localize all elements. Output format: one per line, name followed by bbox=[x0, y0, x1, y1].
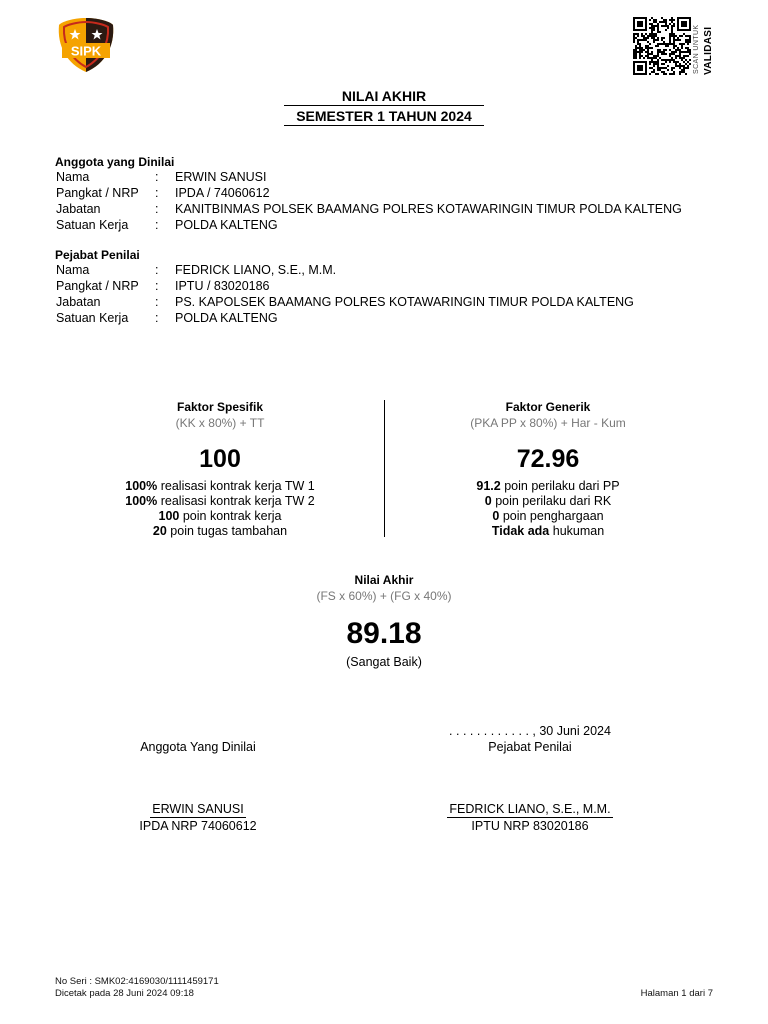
row-value: PS. KAPOLSEK BAAMANG POLRES KOTAWARINGIN TIMUR POLDA KALTENG bbox=[175, 295, 634, 309]
faktor-generik-formula: (PKA PP x 80%) + Har - Kum bbox=[470, 416, 626, 430]
faktor-spesifik-heading: Faktor Spesifik bbox=[176, 400, 264, 414]
row-label: Pangkat / NRP bbox=[56, 186, 139, 200]
faktor-spesifik-formula: (KK x 80%) + TT bbox=[175, 416, 265, 430]
detail-text: poin penghargaan bbox=[499, 509, 604, 523]
title-line2: SEMESTER 1 TAHUN 2024 bbox=[296, 108, 472, 124]
pejabat-heading: Pejabat Penilai bbox=[55, 248, 140, 262]
row-separator: : bbox=[155, 295, 159, 309]
detail-number: 100% bbox=[125, 479, 158, 493]
anggota-row-pangkat bbox=[56, 186, 736, 202]
faktor-spesifik-detail bbox=[100, 524, 340, 539]
left-signer-id: IPDA NRP 74060612 bbox=[139, 819, 257, 833]
row-label: Satuan Kerja bbox=[56, 218, 129, 232]
pejabat-row-pangkat bbox=[56, 279, 736, 295]
detail-text: realisasi kontrak kerja TW 1 bbox=[157, 479, 315, 493]
title-underline-2 bbox=[284, 125, 484, 126]
anggota-heading: Anggota yang Dinilai bbox=[55, 155, 175, 169]
detail-number: 0 bbox=[492, 509, 500, 523]
qr-code[interactable] bbox=[633, 17, 691, 75]
anggota-row-nama bbox=[56, 170, 736, 186]
detail-text: poin perilaku dari PP bbox=[500, 479, 620, 493]
nilai-akhir-heading: Nilai Akhir bbox=[354, 573, 414, 587]
nilai-akhir bbox=[234, 573, 534, 669]
detail-text: poin perilaku dari RK bbox=[491, 494, 612, 508]
detail-number: 100% bbox=[125, 494, 158, 508]
faktor-generik-detail bbox=[428, 524, 668, 539]
vertical-divider bbox=[384, 400, 385, 537]
nilai-akhir-predikat: (Sangat Baik) bbox=[346, 655, 422, 669]
qr-caption-top: SCAN UNTUK bbox=[693, 24, 700, 74]
detail-number: 20 bbox=[152, 524, 167, 538]
serial-number: No Seri : SMK02:4169030/1111459171 bbox=[55, 976, 219, 987]
faktor-generik-detail bbox=[428, 494, 668, 509]
detail-text: poin tugas tambahan bbox=[166, 524, 288, 538]
left-signer-name: ERWIN SANUSI bbox=[152, 802, 244, 816]
right-signer-role: Pejabat Penilai bbox=[488, 740, 572, 754]
faktor-generik-value: 72.96 bbox=[516, 445, 580, 473]
left-signer-name-wrap bbox=[68, 802, 328, 818]
row-value: KANITBINMAS POLSEK BAAMANG POLRES KOTAWARINGIN TIMUR POLDA KALTENG bbox=[175, 202, 682, 216]
row-label: Jabatan bbox=[56, 202, 101, 216]
row-value: IPDA / 74060612 bbox=[175, 186, 270, 200]
row-label: Pangkat / NRP bbox=[56, 279, 139, 293]
row-separator: : bbox=[155, 202, 159, 216]
page-number: Halaman 1 dari 7 bbox=[640, 988, 713, 999]
row-value: POLDA KALTENG bbox=[175, 311, 278, 325]
anggota-row-jabatan bbox=[56, 202, 736, 218]
detail-text: poin kontrak kerja bbox=[179, 509, 282, 523]
detail-text: realisasi kontrak kerja TW 2 bbox=[157, 494, 315, 508]
row-separator: : bbox=[155, 263, 159, 277]
title-underline-1 bbox=[284, 105, 484, 106]
detail-text: hukuman bbox=[549, 524, 605, 538]
qr-caption-bottom: VALIDASI bbox=[703, 26, 714, 75]
faktor-spesifik-detail bbox=[100, 494, 340, 509]
row-label: Satuan Kerja bbox=[56, 311, 129, 325]
row-separator: : bbox=[155, 186, 159, 200]
right-signer-id: IPTU NRP 83020186 bbox=[471, 819, 589, 833]
detail-number: 100 bbox=[158, 509, 180, 523]
right-signer-name: FEDRICK LIANO, S.E., M.M. bbox=[449, 802, 611, 816]
faktor-generik-detail bbox=[428, 479, 668, 494]
left-signer-role: Anggota Yang Dinilai bbox=[140, 740, 256, 754]
row-label: Nama bbox=[56, 170, 90, 184]
pejabat-row-satker bbox=[56, 311, 736, 327]
detail-number: Tidak ada bbox=[491, 524, 550, 538]
row-separator: : bbox=[155, 279, 159, 293]
nilai-akhir-formula: (FS x 60%) + (FG x 40%) bbox=[316, 589, 452, 603]
faktor-generik-detail bbox=[428, 509, 668, 524]
faktor-spesifik bbox=[100, 400, 340, 539]
right-signer-name-wrap bbox=[400, 802, 660, 818]
print-date: Dicetak pada 28 Juni 2024 09:18 bbox=[55, 988, 194, 999]
qr-caption bbox=[692, 18, 716, 76]
row-value: ERWIN SANUSI bbox=[175, 170, 267, 184]
svg-text:SIPK: SIPK bbox=[70, 43, 102, 59]
faktor-spesifik-detail bbox=[100, 509, 340, 524]
row-separator: : bbox=[155, 218, 159, 232]
faktor-generik-heading: Faktor Generik bbox=[505, 400, 591, 414]
row-label: Nama bbox=[56, 263, 90, 277]
row-value: FEDRICK LIANO, S.E., M.M. bbox=[175, 263, 337, 277]
row-value: IPTU / 83020186 bbox=[175, 279, 270, 293]
row-separator: : bbox=[155, 170, 159, 184]
detail-number: 0 bbox=[484, 494, 492, 508]
place-date: . . . . . . . . . . . . , 30 Juni 2024 bbox=[449, 724, 611, 738]
faktor-generik bbox=[428, 400, 668, 539]
title-line1: NILAI AKHIR bbox=[341, 88, 427, 104]
nilai-akhir-value: 89.18 bbox=[346, 617, 422, 650]
detail-number: 91.2 bbox=[476, 479, 501, 493]
row-label: Jabatan bbox=[56, 295, 101, 309]
sipk-logo bbox=[55, 16, 117, 74]
row-value: POLDA KALTENG bbox=[175, 218, 278, 232]
pejabat-row-jabatan bbox=[56, 295, 736, 311]
faktor-spesifik-value: 100 bbox=[199, 445, 241, 473]
row-separator: : bbox=[155, 311, 159, 325]
anggota-row-satker bbox=[56, 218, 736, 234]
faktor-spesifik-detail bbox=[100, 479, 340, 494]
pejabat-row-nama bbox=[56, 263, 736, 279]
